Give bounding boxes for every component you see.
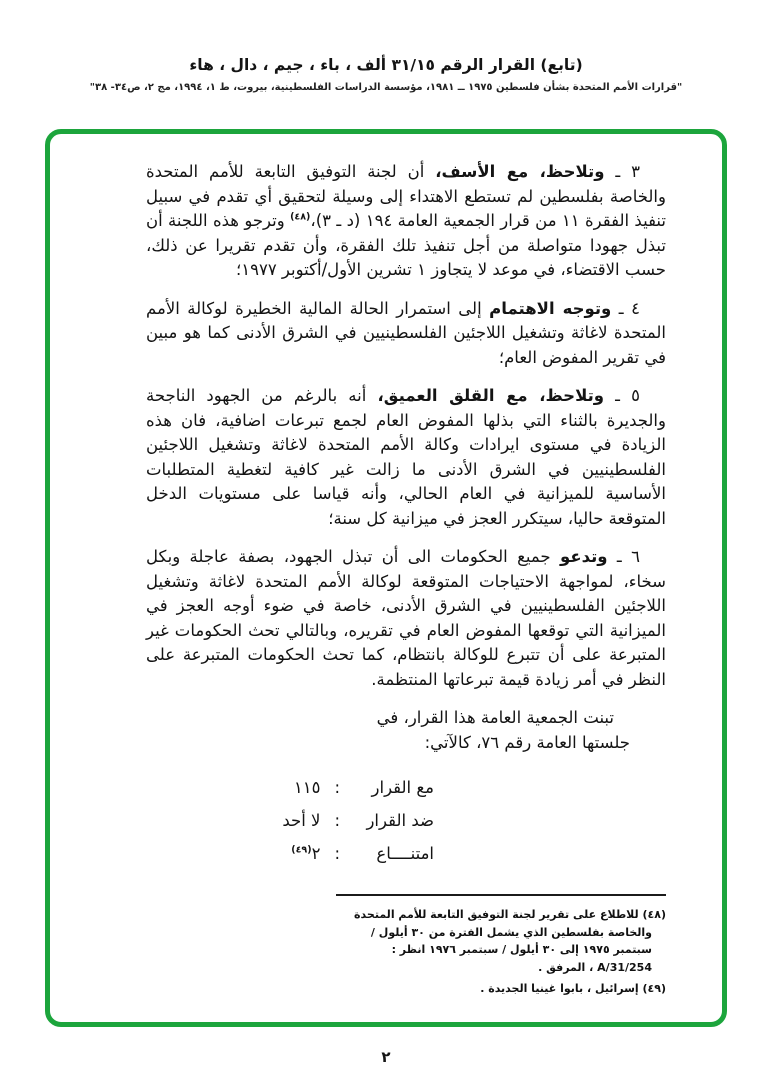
paragraph-lead-bold: وتلاحظ، مع القلق العميق، [377, 386, 605, 405]
paragraph-number: ٤ ـ [611, 298, 640, 318]
paragraph-number: ٥ ـ [604, 386, 641, 405]
vote-line-for [146, 771, 434, 804]
paragraph-lead-bold: وتوجه الاهتمام [489, 298, 612, 318]
paragraph-number: ٣ ـ [604, 162, 640, 181]
paragraph-text: جميع الحكومات الى أن تبذل الجهود، بصفة عاجلة وبكل سخاء، لمواجهة الاحتياجات المتوقعة لوكالة الأمم المتحدة لاغاثة وتشغيل اللاجئين الفلسطينيين في الشرق الأدنى، خاصة في ضوء أوجه العجز في الميزانية التي توقعها المفوض العام في تقريره، وبالتالي تحث الحكومات غير المتبرعة على أن تتبرع للوكالة بانتظام، كما تحث الحكومات المتبرعة على النظر في أمر زيادة قيمة تبرعاتها المنتظمة. [146, 547, 666, 689]
vote-line-against [146, 804, 434, 837]
page-number: ٢ [381, 1048, 391, 1066]
paragraph-text: أنه بالرغم من الجهود الناجحة والجديرة بالثناء التي بذلها المفوض العام لجمع تبرعات اضافية، فان هذه الزيادة في مستوى ايرادات وكالة الأمم المتحدة لاغاثة وتشغيل اللاجئين الفلسطينيين في الشرق الأدنى ما زالت غير كافية لتغطية المتطلبات الأساسية للميزانية في العام الحالي، وأنه قياسا على مستويات الدخل المتوقعة حاليا، سيتكرر العجز في ميزانية كل سنة؛ [146, 386, 666, 528]
footnote-ref-48: (٤٨) [290, 211, 311, 223]
footnote-ref-49: (٤٩) [291, 844, 312, 856]
paragraph-lead-bold: وتلاحظ، مع الأسف، [435, 162, 605, 181]
footnote-list [334, 906, 666, 998]
vote-value: ١١٥ [293, 778, 321, 797]
document-source-line: "قرارات الأمم المتحدة بشأن فلسطين ١٩٧٥ ــ ١٩٨١، مؤسسة الدراسات الفلسطينية، بيروت، ط ١، ١٩٩٤، مج ٢، ص٣٤- ٣٨" [89, 82, 683, 93]
vote-value: ٢ [311, 844, 321, 863]
paragraph-5 [146, 384, 666, 531]
vote-separator: : [334, 778, 340, 797]
paragraph-text: وترجو هذه اللجنة أن تبذل جهودا متواصلة من أجل تنفيذ تلك الفقرة، وأن تقدم تقريرا عن ذلك، حسب الاقتضاء، في موعد لا يتجاوز ١ تشرين الأول/أكتوبر ١٩٧٧؛ [146, 211, 666, 279]
vote-value: لا أحد [282, 811, 321, 830]
paragraph-6 [146, 545, 666, 692]
vote-tally [146, 771, 434, 870]
vote-label: ضد القرار [366, 811, 434, 830]
content-border-box [45, 129, 727, 1027]
footnote-49: (٤٩) إسرائيل ، بابوا غينيا الجديدة . [480, 982, 666, 995]
adoption-statement: تبنت الجمعية العامة هذا القرار، في جلستها العامة رقم ٧٦، كالآتي: [376, 708, 630, 752]
paragraph-4 [146, 297, 666, 371]
paragraph-3 [146, 160, 666, 283]
paragraph-text: إلى استمرار الحالة المالية الخطيرة لوكالة الأمم المتحدة لاغاثة وتشغيل اللاجئين الفلسطينيين في الشرق الأدنى كما هو مبين في تقرير المفوض العام؛ [146, 298, 666, 367]
footnote-separator [336, 894, 666, 896]
vote-label: مع القرار [371, 778, 434, 797]
vote-separator: : [334, 811, 340, 830]
paragraph-lead-bold: وتدعو [559, 547, 608, 566]
document-title: (تابع) القرار الرقم ٣١/١٥ ألف ، باء ، جيم ، دال ، هاء [189, 56, 583, 74]
document-header [0, 0, 772, 93]
footnote-48: (٤٨) للاطلاع على تقرير لجنة التوفيق التابعة للأمم المتحدة والخاصة بفلسطين الذي يشمل الفترة من ٣٠ أيلول / سبتمبر ١٩٧٥ إلى ٣٠ أيلول / سبتمبر ١٩٧٦ انظر : A/31/254 ، المرفق . [354, 908, 666, 974]
vote-separator: : [334, 844, 340, 863]
paragraph-number: ٦ ـ [607, 547, 640, 566]
vote-label: امتنــــاع [376, 844, 434, 863]
paragraph-text: أن لجنة التوفيق التابعة للأمم المتحدة والخاصة بفلسطين لم تستطع الاهتداء إلى وسيلة لتحقيق أي تقدم في سبيل تنفيذ الفقرة ١١ من قرار الجمعية العامة ١٩٤ (د ـ ٣)، [146, 162, 666, 230]
resolution-body [146, 160, 666, 998]
vote-line-abstain [146, 837, 434, 870]
